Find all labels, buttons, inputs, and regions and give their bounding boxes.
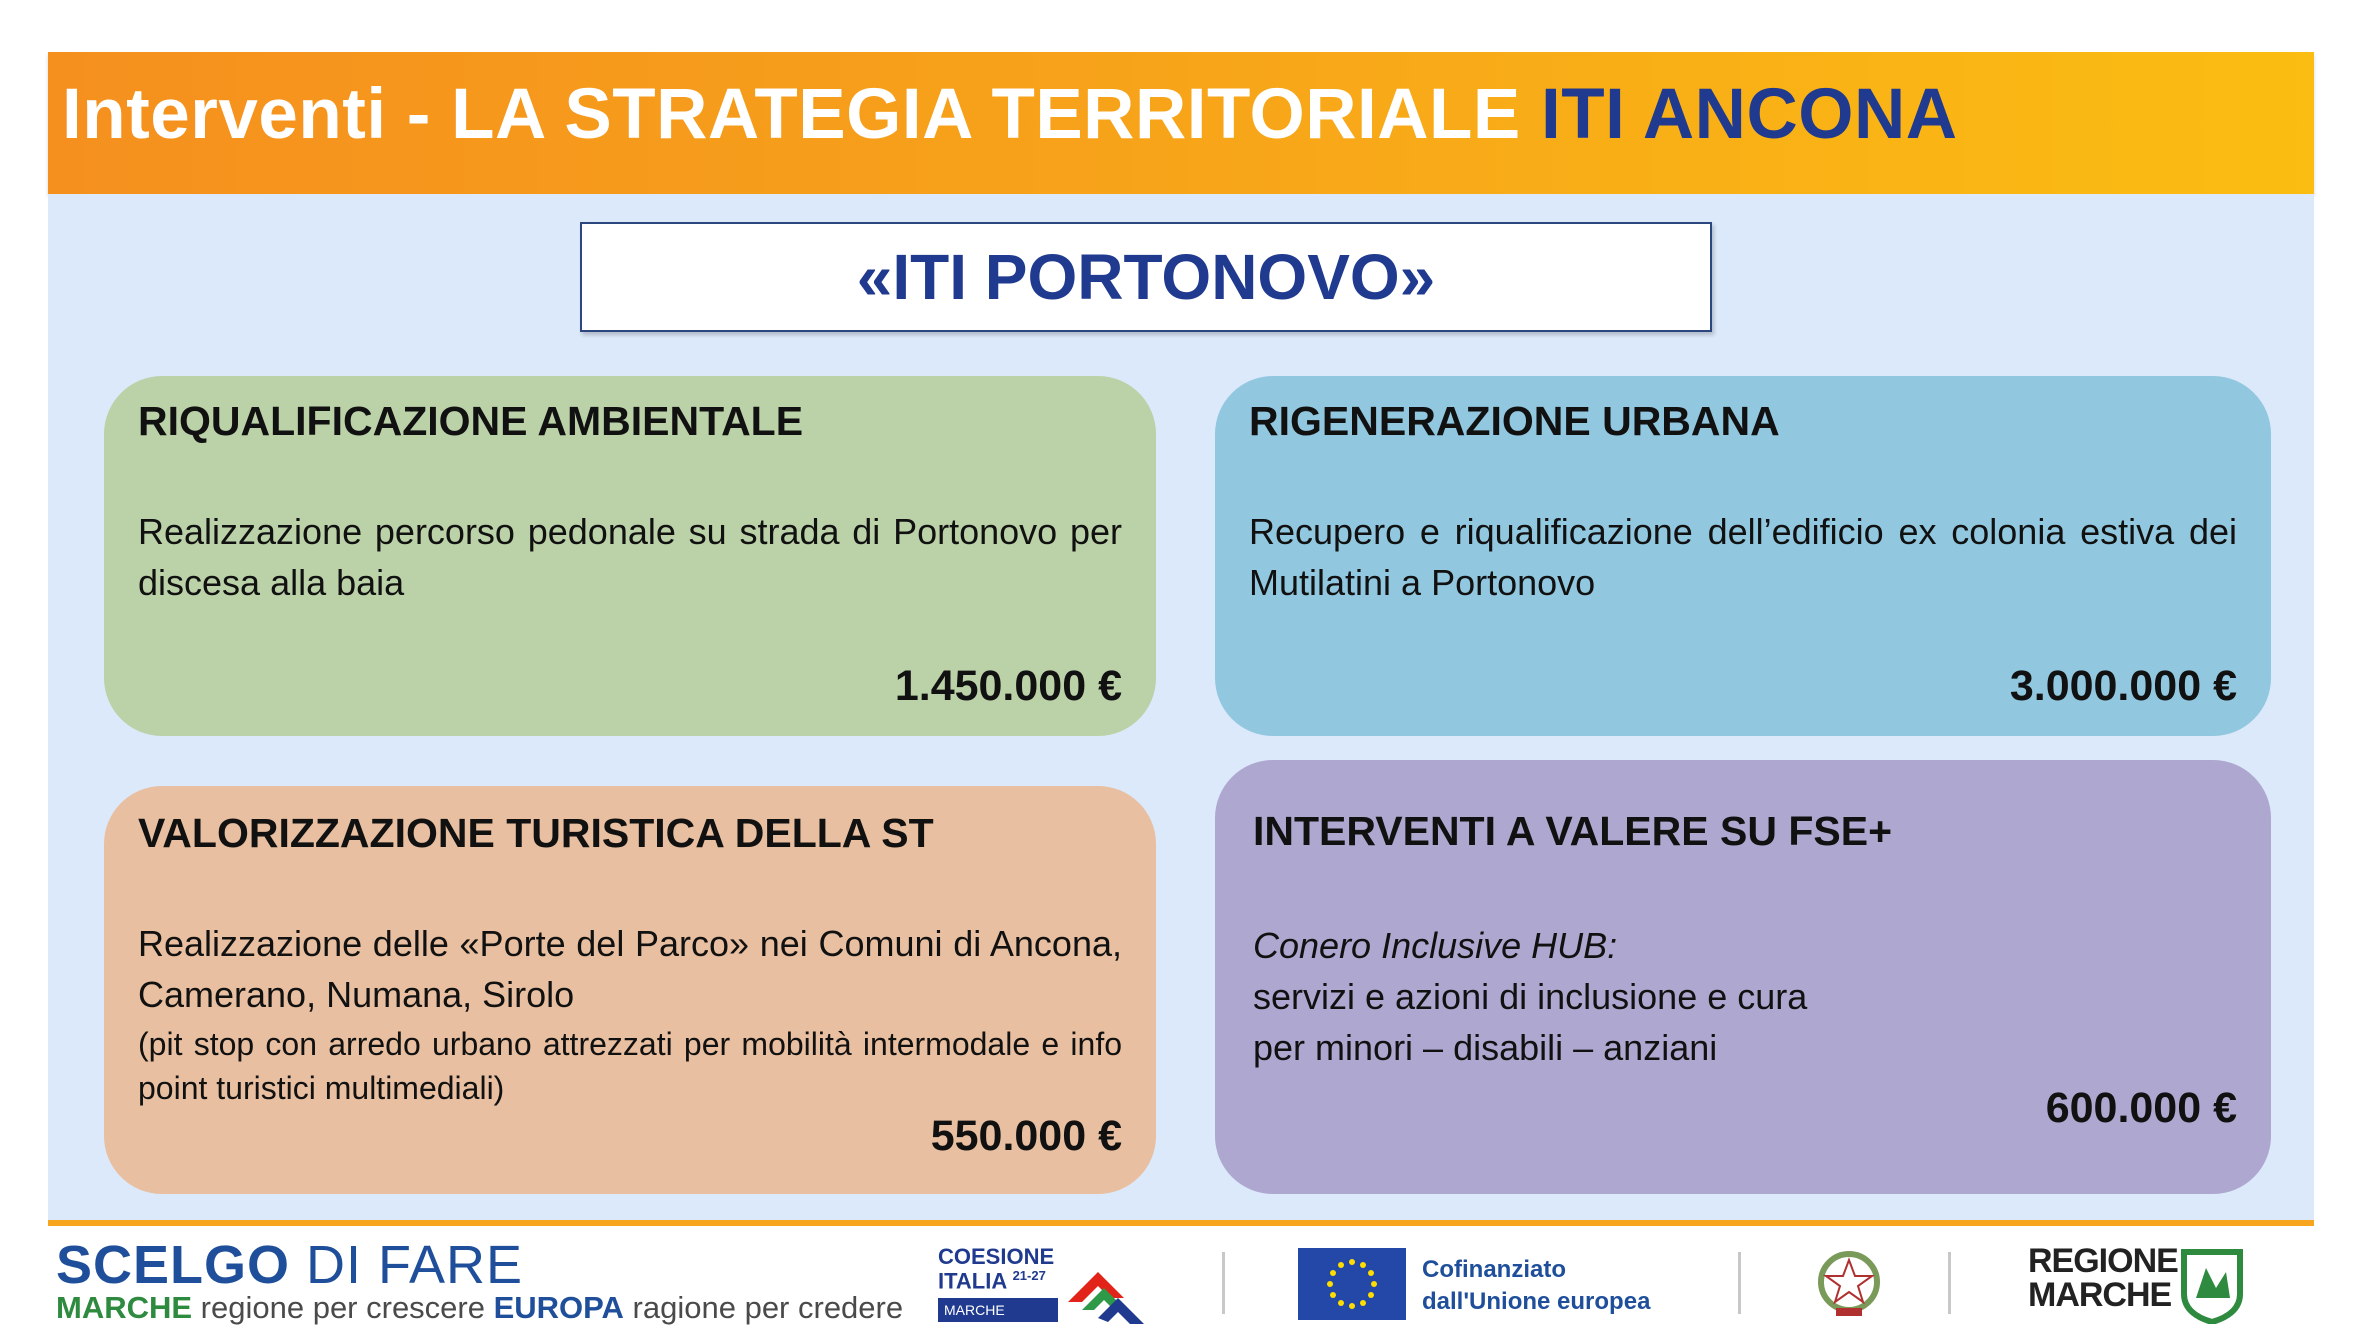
cohesion-arrows-icon [1064,1262,1148,1324]
tagline-part2: ragione per credere [623,1290,904,1325]
eu-cofinanced-text [1422,1254,1650,1318]
tagline-part1: regione per crescere [192,1290,494,1325]
coesione-line2 [938,1268,1046,1294]
logo-separator [1738,1252,1741,1314]
regione-marche-logo-icon [2180,1248,2244,1324]
coesione-badge: MARCHE [938,1298,1058,1322]
card-text-line2: servizi e azioni di inclusione e cura [1253,976,1808,1017]
brand-light: DI FARE [290,1235,524,1295]
coesione-italia: ITALIA [938,1268,1007,1294]
coesione-line1: COESIONE [938,1244,1055,1269]
card-text-line3: per minori – disabili – anziani [1253,1027,1718,1068]
logo-separator [1948,1252,1951,1314]
card-amount: 1.450.000 € [894,662,1122,710]
card-amount: 3.000.000 € [2009,662,2237,710]
regione-marche-text [2028,1244,2178,1312]
card-title: RIQUALIFICAZIONE AMBIENTALE [138,398,804,444]
card-amount: 600.000 € [2045,1084,2237,1132]
card-amount: 550.000 € [930,1112,1122,1160]
title-main: Interventi - LA STRATEGIA TERRITORIALE [62,75,1541,154]
title-accent: ITI ANCONA [1541,75,1958,154]
card-text: Recupero e riqualificazione dell’edificio ex colonia estiva dei Mutilatini a Portonovo [1249,511,2237,603]
card-title: VALORIZZAZIONE TURISTICA DELLA ST [138,810,934,856]
tagline-marche: MARCHE [56,1290,193,1325]
regione-line1: REGIONE [2028,1242,2178,1280]
eu-line1: Cofinanziato [1422,1256,1566,1283]
card-rigenerazione-urbana [1215,376,2271,736]
card-text: Realizzazione delle «Porte del Parco» nei Comuni di Ancona, Camerano, Numana, Sirolo [138,923,1122,1015]
card-valorizzazione-turistica [104,786,1156,1194]
header-bar [48,52,2314,194]
card-note: (pit stop con arredo urbano attrezzati per mobilità intermodale e info point turistici multimediali) [138,1026,1122,1106]
card-interventi-fse [1215,760,2271,1194]
card-text: Realizzazione percorso pedonale su strada di Portonovo per discesa alla baia [138,511,1122,603]
subtitle-box: «ITI PORTONOVO» [580,222,1712,332]
footer-divider [48,1220,2314,1226]
card-riqualificazione-ambientale [104,376,1156,736]
brand-tagline [56,1290,903,1326]
card-title: RIGENERAZIONE URBANA [1249,398,1780,444]
tagline-europa: EUROPA [493,1290,624,1325]
eu-line2: dall'Unione europea [1422,1288,1651,1315]
eu-flag-icon [1298,1248,1406,1320]
page-title [62,74,1958,155]
logo-separator [1222,1252,1225,1314]
card-title: INTERVENTI A VALERE SU FSE+ [1253,808,1893,854]
coesione-italia-logo [938,1244,1148,1324]
regione-line2: MARCHE [2028,1276,2172,1314]
brand-bold: SCELGO [56,1235,291,1295]
brand-logo-text [56,1234,523,1296]
italian-republic-emblem-icon [1814,1246,1884,1322]
coesione-years: 21-27 [1012,1268,1046,1283]
card-text-italic: Conero Inclusive HUB: [1253,925,1618,966]
